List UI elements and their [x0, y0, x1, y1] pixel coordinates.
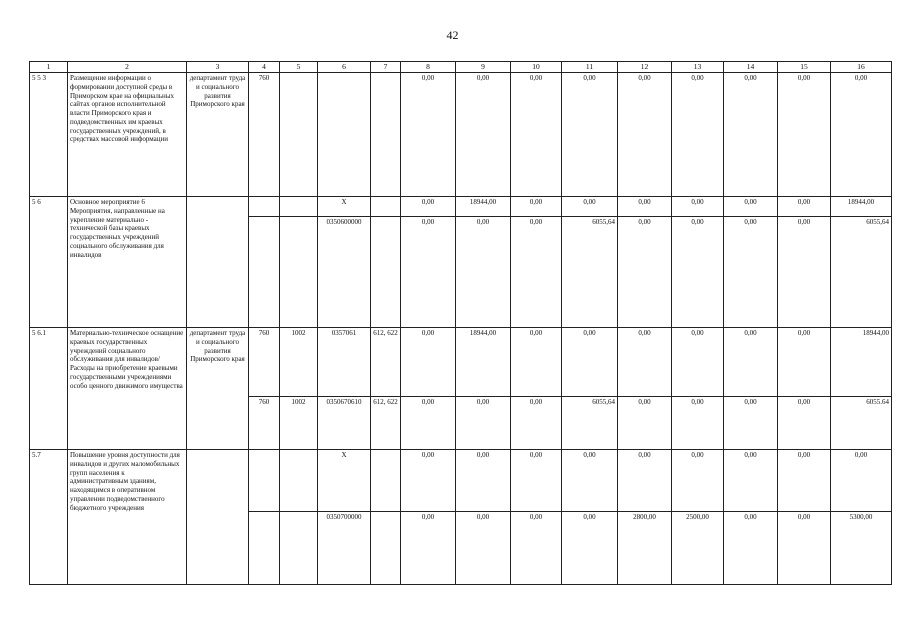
value-cell: 0,00	[778, 512, 831, 585]
row-executor: департамент труда и социального развития Приморского края	[187, 328, 249, 450]
value-cell: 0,00	[778, 328, 831, 397]
value-cell: 6055.64	[831, 397, 892, 450]
value-cell: 0,00	[724, 450, 778, 512]
value-cell: 6055,64	[831, 217, 892, 328]
col-header: 15	[778, 62, 831, 73]
col-header: 14	[724, 62, 778, 73]
cell-c6: 0350600000	[318, 217, 371, 328]
col-header: 10	[511, 62, 562, 73]
col-header: 11	[562, 62, 618, 73]
cell-c4	[249, 197, 280, 217]
row-executor	[187, 450, 249, 585]
value-cell: 0,00	[618, 73, 672, 197]
value-cell: 0,00	[401, 328, 456, 397]
col-header: 4	[249, 62, 280, 73]
program-table	[29, 61, 892, 585]
value-cell: 2800,00	[618, 512, 672, 585]
value-cell: 0,00	[724, 512, 778, 585]
row-name: Материально-техническое оснащение краевых государственных учреждений социального обслуживания для инвалидов/ Расходы на приобретение краевыми государственными учреждениями особо ценного движимого имущества	[68, 328, 187, 450]
value-cell: 0,00	[456, 217, 511, 328]
cell-c4	[249, 217, 280, 328]
cell-c6	[318, 73, 371, 197]
cell-c6: X	[318, 450, 371, 512]
row-name: Размещение информации о формировании доступной среды в Приморском крае на официальных сайтах органов исполнительной власти Приморского края и подведомственных им краевых государственных учреждений, в средствах массовой информации	[68, 73, 187, 197]
value-cell: 0,00	[618, 217, 672, 328]
value-cell: 0,00	[778, 73, 831, 197]
value-cell: 0,00	[562, 512, 618, 585]
value-cell: 0,00	[778, 450, 831, 512]
value-cell: 0,00	[724, 197, 778, 217]
col-header: 9	[456, 62, 511, 73]
cell-c7	[371, 217, 401, 328]
value-cell: 0,00	[724, 328, 778, 397]
value-cell: 0,00	[511, 397, 562, 450]
value-cell: 0,00	[724, 73, 778, 197]
cell-c5	[280, 197, 318, 217]
value-cell: 0,00	[456, 450, 511, 512]
value-cell: 0,00	[672, 328, 724, 397]
header-row	[30, 62, 892, 73]
row-number: 5 6.1	[30, 328, 68, 450]
row-executor	[187, 197, 249, 328]
value-cell: 0,00	[511, 73, 562, 197]
value-cell: 0,00	[401, 397, 456, 450]
cell-c6: 0350700000	[318, 512, 371, 585]
cell-c6: 0350670610	[318, 397, 371, 450]
cell-c6: 0357061	[318, 328, 371, 397]
row-name: Повышение уровня доступности для инвалидов и других маломобильных групп населения к административным зданиям, находящимся в оперативном управлении подведомственного бюджетного учреждения	[68, 450, 187, 585]
row-number: 5 5 3	[30, 73, 68, 197]
value-cell: 18944,00	[831, 197, 892, 217]
value-cell: 18944,00	[456, 328, 511, 397]
value-cell: 0,00	[778, 197, 831, 217]
value-cell: 0,00	[511, 217, 562, 328]
value-cell: 0,00	[724, 217, 778, 328]
value-cell: 0,00	[511, 197, 562, 217]
cell-c7	[371, 450, 401, 512]
cell-c5: 1002	[280, 328, 318, 397]
row-executor: департамент труда и социального развития Приморского края	[187, 73, 249, 197]
cell-c7: 612, 622	[371, 397, 401, 450]
cell-c4: 760	[249, 328, 280, 397]
cell-c7	[371, 73, 401, 197]
value-cell: 0,00	[672, 450, 724, 512]
value-cell: 18944,00	[831, 328, 892, 397]
cell-c4: 760	[249, 397, 280, 450]
value-cell: 0,00	[778, 397, 831, 450]
col-header: 3	[187, 62, 249, 73]
cell-c5: 1002	[280, 397, 318, 450]
value-cell: 0,00	[401, 73, 456, 197]
row-number: 5 6	[30, 197, 68, 328]
value-cell: 0,00	[778, 217, 831, 328]
cell-c5	[280, 73, 318, 197]
cell-c4	[249, 450, 280, 512]
value-cell: 0,00	[618, 397, 672, 450]
col-header: 12	[618, 62, 672, 73]
value-cell: 0,00	[562, 450, 618, 512]
col-header: 1	[30, 62, 68, 73]
value-cell: 0,00	[562, 197, 618, 217]
value-cell: 0,00	[511, 450, 562, 512]
cell-c5	[280, 450, 318, 512]
cell-c4	[249, 512, 280, 585]
row-name: Основное мероприятие 6 Мероприятия, направленные на укрепление материально - технической базы краевых государственных учреждений социального обслуживания для инвалидов	[68, 197, 187, 328]
value-cell: 0,00	[456, 512, 511, 585]
value-cell: 0,00	[401, 197, 456, 217]
value-cell: 0,00	[401, 512, 456, 585]
row-number: 5.7	[30, 450, 68, 585]
value-cell: 0,00	[511, 512, 562, 585]
cell-c4: 760	[249, 73, 280, 197]
value-cell: 6055,64	[562, 397, 618, 450]
value-cell: 0,00	[672, 197, 724, 217]
cell-c5	[280, 217, 318, 328]
value-cell: 0,00	[724, 397, 778, 450]
value-cell: 0,00	[618, 450, 672, 512]
cell-c5	[280, 512, 318, 585]
col-header: 13	[672, 62, 724, 73]
value-cell: 0,00	[562, 328, 618, 397]
value-cell: 0,00	[456, 397, 511, 450]
value-cell: 0,00	[401, 450, 456, 512]
table-row	[30, 450, 892, 512]
cell-c7	[371, 197, 401, 217]
value-cell: 0,00	[672, 73, 724, 197]
value-cell: 0,00	[672, 217, 724, 328]
table-row	[30, 197, 892, 217]
value-cell: 0,00	[831, 73, 892, 197]
value-cell: 18944,00	[456, 197, 511, 217]
col-header: 6	[318, 62, 371, 73]
value-cell: 0,00	[618, 197, 672, 217]
col-header: 2	[68, 62, 187, 73]
value-cell: 0,00	[618, 328, 672, 397]
col-header: 5	[280, 62, 318, 73]
table-row	[30, 73, 892, 197]
cell-c6: X	[318, 197, 371, 217]
value-cell: 0,00	[831, 450, 892, 512]
col-header: 16	[831, 62, 892, 73]
value-cell: 0,00	[456, 73, 511, 197]
cell-c7	[371, 512, 401, 585]
col-header: 7	[371, 62, 401, 73]
table-row	[30, 328, 892, 397]
col-header: 8	[401, 62, 456, 73]
value-cell: 0,00	[672, 397, 724, 450]
value-cell: 0,00	[562, 73, 618, 197]
value-cell: 0,00	[511, 328, 562, 397]
value-cell: 2500,00	[672, 512, 724, 585]
page-number: 42	[446, 28, 459, 42]
value-cell: 6055,64	[562, 217, 618, 328]
value-cell: 5300,00	[831, 512, 892, 585]
cell-c7: 612, 622	[371, 328, 401, 397]
value-cell: 0,00	[401, 217, 456, 328]
